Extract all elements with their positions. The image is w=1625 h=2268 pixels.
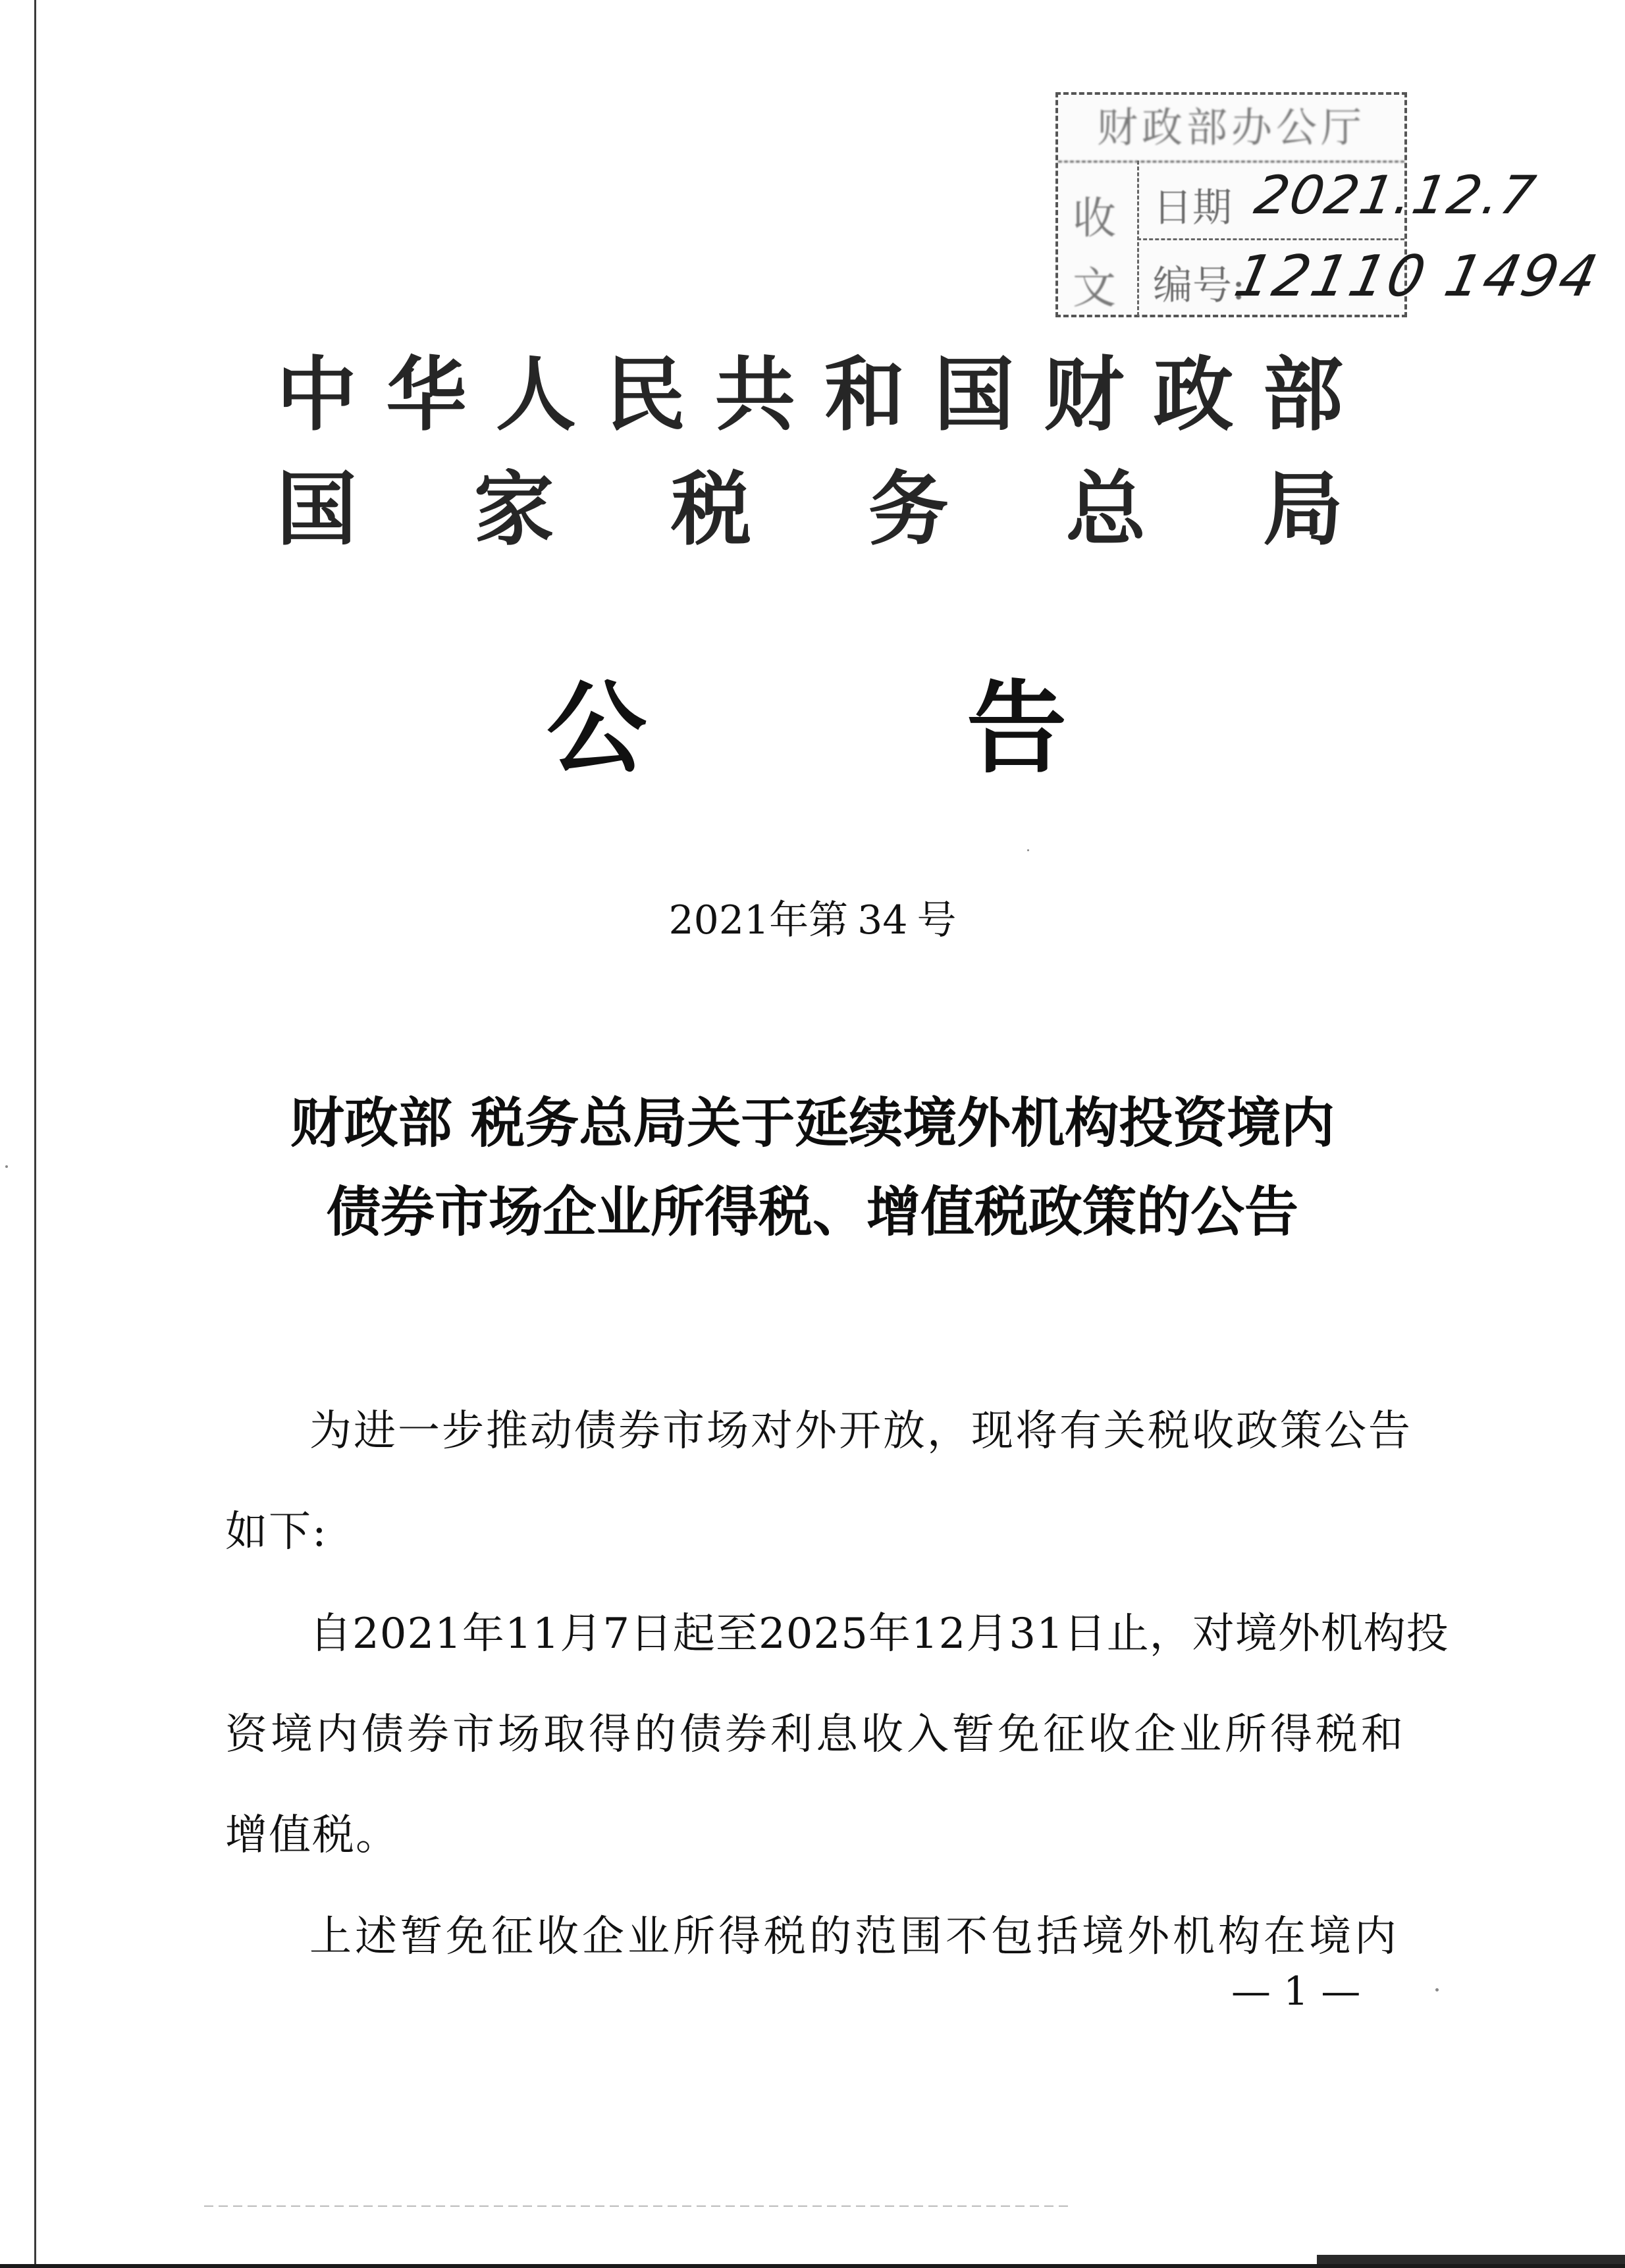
body-paragraph-2-line-3: 增值税。 xyxy=(225,1811,399,1860)
handwritten-date: 2021.12.7 xyxy=(1250,165,1541,226)
body-paragraph-1-line-2: 如下: xyxy=(225,1508,328,1556)
stamp-org-name: 财政部办公厅 xyxy=(1058,95,1404,163)
stamp-side-char: 文 xyxy=(1073,263,1116,313)
body-date-year: 2025 xyxy=(759,1610,868,1658)
doc-number-year: 2021年第 xyxy=(668,897,849,943)
issuer-char: 家 xyxy=(473,462,554,556)
issuer-char: 总 xyxy=(1065,462,1146,556)
document-title-line-2: 债券市场企业所得税、增值税政策的公告 xyxy=(326,1180,1298,1244)
issuer-ministry-of-finance xyxy=(277,347,1343,442)
issuer-char: 部 xyxy=(1262,347,1343,442)
doc-number-value: 34 xyxy=(857,897,908,943)
body-text: 年 xyxy=(868,1610,911,1658)
notice-char: 告 xyxy=(967,669,1067,787)
body-paragraph-2-line-2: 资境内债券市场取得的债券利息收入暂免征收企业所得税和 xyxy=(225,1710,1406,1759)
issuer-char: 民 xyxy=(605,347,686,442)
issuer-char: 共 xyxy=(714,347,795,442)
scan-speck xyxy=(5,1165,8,1168)
body-date-month: 12 xyxy=(911,1610,967,1658)
body-paragraph-3-line-1: 上述暂免征收企业所得税的范围不包括境外机构在境内 xyxy=(309,1912,1400,1961)
issuer-char: 和 xyxy=(824,347,905,442)
notice-char: 公 xyxy=(546,669,647,787)
stamp-date-row xyxy=(1137,161,1541,240)
issuer-tax-administration xyxy=(277,462,1343,556)
scan-speck xyxy=(1027,849,1029,851)
stamp-side-char: 收 xyxy=(1073,193,1116,244)
stamp-date-label: 日期 xyxy=(1153,185,1232,231)
body-text: 月 xyxy=(966,1610,1009,1658)
notice-heading xyxy=(546,669,1067,787)
issuer-char: 政 xyxy=(1153,347,1234,442)
body-date-day: 31 xyxy=(1009,1610,1064,1658)
body-text: 日止，对境外机构投 xyxy=(1063,1610,1449,1658)
issuer-char: 国 xyxy=(934,347,1015,442)
body-text: 自 xyxy=(309,1610,352,1658)
issuer-char: 华 xyxy=(386,347,467,442)
issuer-char: 人 xyxy=(495,347,576,442)
handwritten-number: 12110 1494 xyxy=(1229,244,1605,309)
page-number: — 1 — xyxy=(1231,1968,1361,2015)
document-title-line-1: 财政部 税务总局关于延续境外机构投资境内 xyxy=(290,1092,1335,1155)
receipt-stamp xyxy=(1055,92,1605,317)
stamp-side-label xyxy=(1058,161,1139,316)
issuer-char: 国 xyxy=(277,462,357,556)
body-text: 月 xyxy=(560,1610,603,1658)
document-number xyxy=(0,897,1625,943)
body-text: 日起至 xyxy=(630,1610,759,1658)
issuer-char: 务 xyxy=(868,462,949,556)
scan-border-bottom xyxy=(0,2264,1625,2268)
issuer-char: 税 xyxy=(671,462,752,556)
issuer-char: 财 xyxy=(1044,347,1125,442)
body-text: 年 xyxy=(462,1610,505,1658)
body-paragraph-2-line-1 xyxy=(309,1610,1449,1658)
body-date-day: 7 xyxy=(602,1610,631,1658)
scan-speck xyxy=(1435,1988,1439,1991)
issuer-char: 中 xyxy=(277,347,357,442)
scan-footer-artifact xyxy=(204,2205,1073,2207)
issuer-char: 局 xyxy=(1262,462,1343,556)
body-date-year: 2021 xyxy=(352,1610,462,1658)
doc-number-suffix: 号 xyxy=(917,897,957,943)
scan-border-bottom-right xyxy=(1317,2255,1625,2264)
stamp-number-label: 编号: xyxy=(1153,263,1246,309)
stamp-number-row xyxy=(1137,238,1605,316)
body-date-month: 11 xyxy=(504,1610,560,1658)
body-paragraph-1-line-1: 为进一步推动债券市场对外开放，现将有关税收政策公告 xyxy=(309,1407,1412,1456)
